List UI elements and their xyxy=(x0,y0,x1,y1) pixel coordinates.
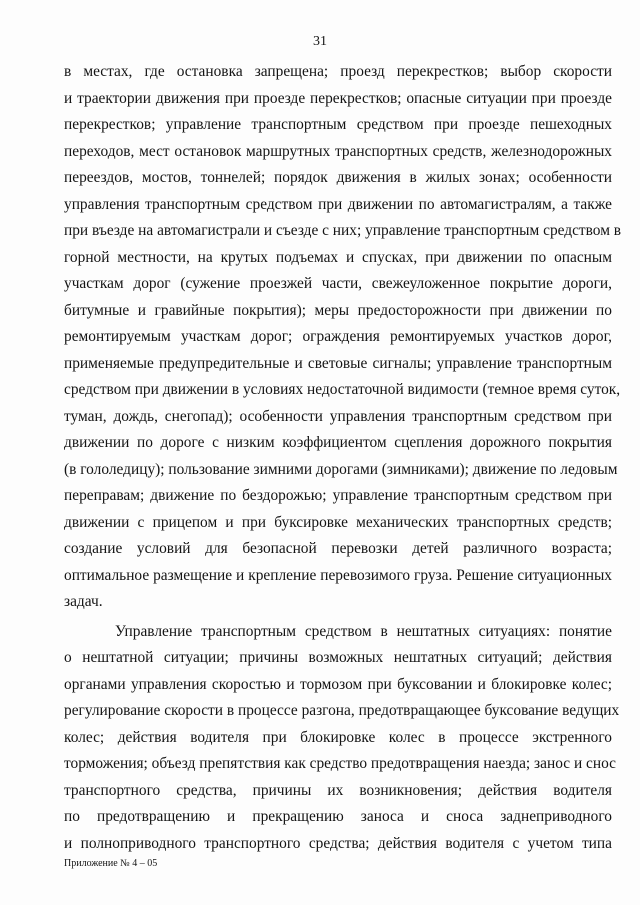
text-line: переездов, мостов, тоннелей; порядок движения в жилых зонах; особенности xyxy=(64,169,612,186)
page-number: 31 xyxy=(313,34,327,49)
text-line: туман, дождь, снегопад); особенности управления транспортным средством при xyxy=(64,407,612,425)
text-line: движении с прицепом и при буксировке механических транспортных средств; xyxy=(64,513,612,531)
text-line: задач. xyxy=(64,593,103,610)
text-line: транспортного средства, причины их возникновения; действия водителя xyxy=(64,781,612,799)
text-line: управления транспортным средством при движении по автомагистралям, а также xyxy=(64,195,612,213)
text-line: колес; действия водителя при блокировке колес в процессе экстренного xyxy=(64,728,612,746)
text-line: создание условий для безопасной перевозки детей различного возраста; xyxy=(64,540,612,557)
text-line: ремонтируемым участкам дорог; ограждения ремонтируемых участков дорог, xyxy=(64,328,612,345)
text-line: перекрестков; управление транспортным средством при проезде пешеходных xyxy=(64,116,612,133)
text-line: переправам; движение по бездорожью; управление транспортным средством при xyxy=(64,487,612,504)
text-line: битумные и гравийные покрытия); меры предосторожности при движении по xyxy=(64,301,612,319)
text-line: (в гололедицу); пользование зимними дорогами (зимниками); движение по ледовым xyxy=(64,460,618,478)
text-line: переходов, мест остановок маршрутных транспортных средств, железнодорожных xyxy=(64,142,612,160)
text-line: о нештатной ситуации; причины возможных нештатных ситуаций; действия xyxy=(64,649,612,666)
text-line: в местах, где остановка запрещена; проезд перекрестков; выбор скорости xyxy=(64,63,612,80)
text-line: оптимальное размещение и крепление перевозимого груза. Решение ситуационных xyxy=(64,566,612,584)
text-line: органами управления скоростью и тормозом при буксовании и блокировке колес; xyxy=(64,675,612,693)
text-line: Управление транспортным средством в нештатных ситуациях: понятие xyxy=(115,622,612,640)
text-line: участкам дорог (сужение проезжей части, свежеуложенное покрытие дороги, xyxy=(64,275,612,292)
text-line: и полноприводного транспортного средства; действия водителя с учетом типа xyxy=(64,834,612,852)
text-line: горной местности, на крутых подъемах и спусках, при движении по опасным xyxy=(64,248,612,266)
text-line: по предотвращению и прекращению заноса и сноса заднеприводного xyxy=(64,808,612,825)
text-line: движении по дороге с низким коэффициентом сцепления дорожного покрытия xyxy=(64,434,612,451)
paragraph-2 xyxy=(64,619,620,858)
text-line: регулирование скорости в процессе разгона, предотвращающее буксование ведущих xyxy=(64,702,620,719)
text-line: средством при движении в условиях недостаточной видимости (темное время суток, xyxy=(64,381,621,398)
footer-appendix-label: Приложение № 4 – 05 xyxy=(64,858,158,869)
body-text xyxy=(64,59,622,857)
text-line: при въезде на автомагистрали и съезде с них; управление транспортным средством в xyxy=(64,222,622,239)
paragraph-1 xyxy=(64,59,622,616)
text-line: торможения; объезд препятствия как средство предотвращения наезда; занос и снос xyxy=(64,755,617,772)
text-line: применяемые предупредительные и световые сигналы; управление транспортным xyxy=(64,354,612,372)
text-line: и траектории движения при проезде перекрестков; опасные ситуации при проезде xyxy=(64,89,612,107)
